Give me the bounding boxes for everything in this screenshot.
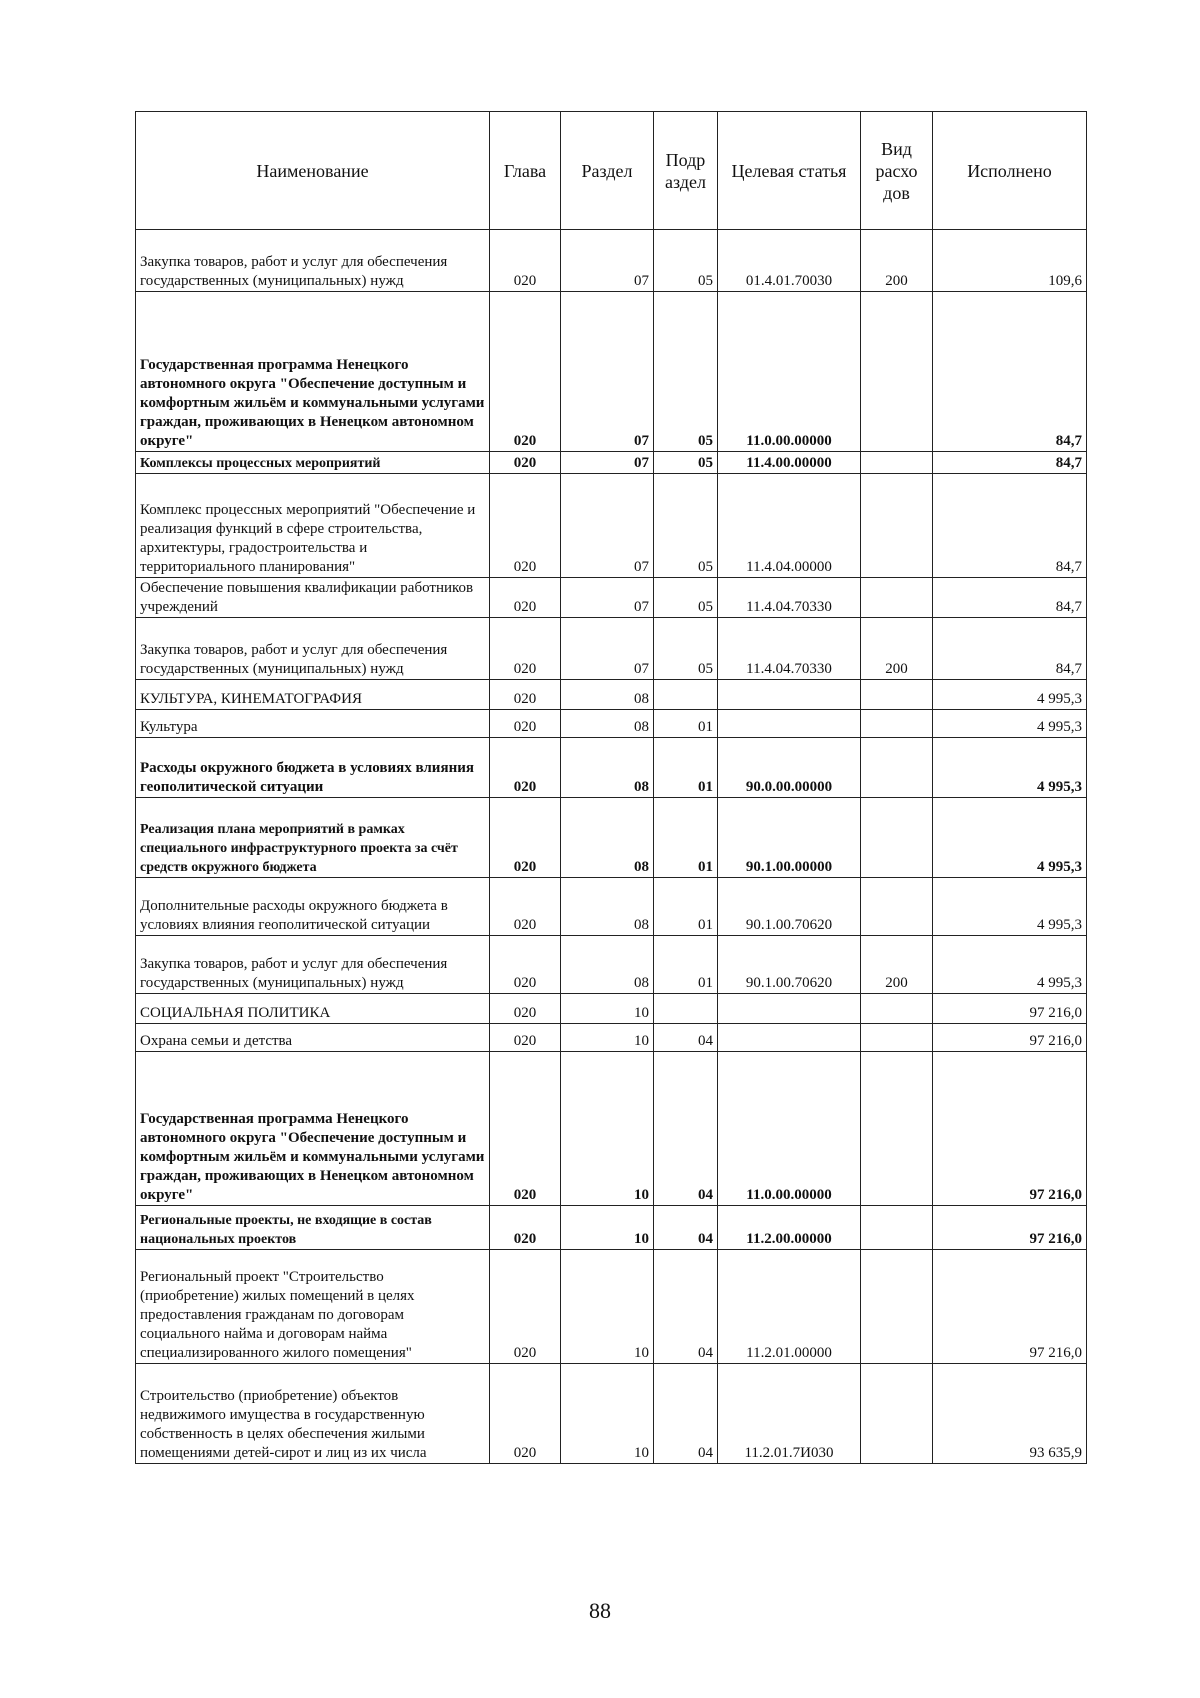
cell-name: Комплекс процессных мероприятий "Обеспечение и реализация функций в сфере строительства, архитектуры, градостроительства и территориального планирования" <box>136 474 490 578</box>
header-expense-type: Вид расхо дов <box>861 112 933 230</box>
cell-name: Дополнительные расходы окружного бюджета в условиях влияния геополитической ситуации <box>136 878 490 936</box>
cell-subsection: 05 <box>654 474 718 578</box>
cell-expense-type <box>861 680 933 710</box>
cell-chapter: 020 <box>490 1052 561 1206</box>
cell-section: 07 <box>561 474 654 578</box>
cell-expense-type <box>861 1364 933 1464</box>
cell-chapter: 020 <box>490 452 561 474</box>
header-name: Наименование <box>136 112 490 230</box>
cell-section: 08 <box>561 710 654 738</box>
cell-expense-type: 200 <box>861 230 933 292</box>
table-row <box>136 452 1087 474</box>
page-number: 88 <box>589 1598 611 1623</box>
cell-name: Закупка товаров, работ и услуг для обеспечения государственных (муниципальных) нужд <box>136 618 490 680</box>
cell-name: КУЛЬТУРА, КИНЕМАТОГРАФИЯ <box>136 680 490 710</box>
cell-target-article: 90.0.00.00000 <box>718 738 861 798</box>
table-row <box>136 680 1087 710</box>
cell-expense-type: 200 <box>861 936 933 994</box>
cell-chapter: 020 <box>490 1250 561 1364</box>
cell-target-article: 11.2.01.7И030 <box>718 1364 861 1464</box>
header-section: Раздел <box>561 112 654 230</box>
cell-executed: 109,6 <box>933 230 1087 292</box>
cell-executed: 97 216,0 <box>933 1250 1087 1364</box>
cell-section: 10 <box>561 1052 654 1206</box>
cell-name: Закупка товаров, работ и услуг для обеспечения государственных (муниципальных) нужд <box>136 936 490 994</box>
cell-subsection: 05 <box>654 230 718 292</box>
header-target-article: Целевая статья <box>718 112 861 230</box>
cell-expense-type <box>861 452 933 474</box>
cell-section: 07 <box>561 618 654 680</box>
cell-executed: 97 216,0 <box>933 1052 1087 1206</box>
header-subsection: Подр аздел <box>654 112 718 230</box>
cell-executed: 93 635,9 <box>933 1364 1087 1464</box>
cell-expense-type <box>861 1206 933 1250</box>
cell-executed: 97 216,0 <box>933 1024 1087 1052</box>
cell-target-article: 11.2.00.00000 <box>718 1206 861 1250</box>
cell-executed: 97 216,0 <box>933 1206 1087 1250</box>
cell-chapter: 020 <box>490 1024 561 1052</box>
cell-subsection: 04 <box>654 1052 718 1206</box>
cell-target-article: 90.1.00.70620 <box>718 878 861 936</box>
cell-target-article: 11.0.00.00000 <box>718 292 861 452</box>
cell-target-article <box>718 1024 861 1052</box>
cell-name: Государственная программа Ненецкого автономного округа "Обеспечение доступным и комфортным жильём и коммунальными услугами граждан, проживающих в Ненецком автономном округе" <box>136 1052 490 1206</box>
cell-target-article <box>718 710 861 738</box>
cell-target-article: 11.0.00.00000 <box>718 1052 861 1206</box>
table-row <box>136 994 1087 1024</box>
cell-section: 08 <box>561 878 654 936</box>
cell-subsection: 05 <box>654 452 718 474</box>
cell-name: Комплексы процессных мероприятий <box>136 452 490 474</box>
cell-subsection: 01 <box>654 710 718 738</box>
cell-name: Региональные проекты, не входящие в состав национальных проектов <box>136 1206 490 1250</box>
cell-executed: 4 995,3 <box>933 680 1087 710</box>
cell-subsection: 01 <box>654 878 718 936</box>
cell-executed: 84,7 <box>933 474 1087 578</box>
cell-expense-type <box>861 1250 933 1364</box>
table-row <box>136 878 1087 936</box>
cell-executed: 84,7 <box>933 618 1087 680</box>
cell-executed: 4 995,3 <box>933 738 1087 798</box>
cell-chapter: 020 <box>490 738 561 798</box>
cell-name: СОЦИАЛЬНАЯ ПОЛИТИКА <box>136 994 490 1024</box>
cell-target-article: 01.4.01.70030 <box>718 230 861 292</box>
cell-target-article: 90.1.00.00000 <box>718 798 861 878</box>
cell-name: Расходы окружного бюджета в условиях влияния геополитической ситуации <box>136 738 490 798</box>
cell-section: 10 <box>561 994 654 1024</box>
cell-chapter: 020 <box>490 994 561 1024</box>
cell-target-article: 11.4.00.00000 <box>718 452 861 474</box>
cell-expense-type <box>861 474 933 578</box>
cell-section: 07 <box>561 230 654 292</box>
cell-subsection: 05 <box>654 618 718 680</box>
cell-target-article: 11.2.01.00000 <box>718 1250 861 1364</box>
cell-name: Государственная программа Ненецкого автономного округа "Обеспечение доступным и комфортным жильём и коммунальными услугами граждан, проживающих в Ненецком автономном округе" <box>136 292 490 452</box>
cell-target-article <box>718 994 861 1024</box>
cell-chapter: 020 <box>490 710 561 738</box>
cell-chapter: 020 <box>490 292 561 452</box>
cell-subsection: 04 <box>654 1024 718 1052</box>
cell-target-article: 11.4.04.00000 <box>718 474 861 578</box>
cell-expense-type <box>861 738 933 798</box>
table-row <box>136 618 1087 680</box>
cell-target-article: 11.4.04.70330 <box>718 618 861 680</box>
cell-executed: 4 995,3 <box>933 878 1087 936</box>
table-row <box>136 798 1087 878</box>
cell-section: 07 <box>561 578 654 618</box>
cell-section: 10 <box>561 1024 654 1052</box>
cell-expense-type <box>861 798 933 878</box>
cell-target-article: 11.4.04.70330 <box>718 578 861 618</box>
cell-name: Обеспечение повышения квалификации работников учреждений <box>136 578 490 618</box>
table-row <box>136 1052 1087 1206</box>
header-executed: Исполнено <box>933 112 1087 230</box>
cell-subsection: 01 <box>654 738 718 798</box>
cell-subsection: 05 <box>654 578 718 618</box>
cell-subsection: 04 <box>654 1206 718 1250</box>
cell-chapter: 020 <box>490 798 561 878</box>
cell-chapter: 020 <box>490 474 561 578</box>
cell-name: Культура <box>136 710 490 738</box>
cell-subsection <box>654 994 718 1024</box>
cell-executed: 4 995,3 <box>933 798 1087 878</box>
cell-target-article <box>718 680 861 710</box>
cell-chapter: 020 <box>490 680 561 710</box>
table-row <box>136 738 1087 798</box>
cell-subsection: 05 <box>654 292 718 452</box>
cell-chapter: 020 <box>490 1206 561 1250</box>
cell-expense-type <box>861 710 933 738</box>
cell-expense-type <box>861 878 933 936</box>
cell-executed: 84,7 <box>933 292 1087 452</box>
cell-target-article: 90.1.00.70620 <box>718 936 861 994</box>
cell-expense-type: 200 <box>861 618 933 680</box>
table-row <box>136 1024 1087 1052</box>
cell-expense-type <box>861 1024 933 1052</box>
cell-chapter: 020 <box>490 230 561 292</box>
cell-chapter: 020 <box>490 878 561 936</box>
header-chapter: Глава <box>490 112 561 230</box>
table-row <box>136 936 1087 994</box>
table-header-row <box>136 112 1087 230</box>
table-row <box>136 292 1087 452</box>
table-row <box>136 710 1087 738</box>
cell-subsection: 04 <box>654 1250 718 1364</box>
table-row <box>136 1364 1087 1464</box>
cell-subsection <box>654 680 718 710</box>
table-row <box>136 474 1087 578</box>
cell-expense-type <box>861 1052 933 1206</box>
cell-executed: 4 995,3 <box>933 710 1087 738</box>
cell-section: 08 <box>561 738 654 798</box>
cell-name: Охрана семьи и детства <box>136 1024 490 1052</box>
table-row <box>136 578 1087 618</box>
cell-chapter: 020 <box>490 936 561 994</box>
cell-executed: 4 995,3 <box>933 936 1087 994</box>
cell-name: Региональный проект "Строительство (приобретение) жилых помещений в целях предоставления гражданам по договорам социального найма и договорам найма специализированного жилого помещения" <box>136 1250 490 1364</box>
cell-section: 07 <box>561 292 654 452</box>
cell-section: 08 <box>561 798 654 878</box>
table-row <box>136 1250 1087 1364</box>
cell-expense-type <box>861 292 933 452</box>
cell-name: Строительство (приобретение) объектов недвижимого имущества в государственную собственность в целях обеспечения жилыми помещениями детей-сирот и лиц из их числа <box>136 1364 490 1464</box>
table-row <box>136 1206 1087 1250</box>
cell-section: 07 <box>561 452 654 474</box>
budget-table <box>135 111 1087 1464</box>
cell-section: 08 <box>561 680 654 710</box>
cell-chapter: 020 <box>490 578 561 618</box>
cell-expense-type <box>861 578 933 618</box>
cell-name: Реализация плана мероприятий в рамках специального инфраструктурного проекта за счёт средств окружного бюджета <box>136 798 490 878</box>
cell-section: 10 <box>561 1206 654 1250</box>
cell-executed: 84,7 <box>933 578 1087 618</box>
cell-chapter: 020 <box>490 1364 561 1464</box>
cell-executed: 84,7 <box>933 452 1087 474</box>
table-row <box>136 230 1087 292</box>
cell-section: 08 <box>561 936 654 994</box>
cell-executed: 97 216,0 <box>933 994 1087 1024</box>
cell-subsection: 04 <box>654 1364 718 1464</box>
cell-subsection: 01 <box>654 936 718 994</box>
cell-section: 10 <box>561 1364 654 1464</box>
cell-name: Закупка товаров, работ и услуг для обеспечения государственных (муниципальных) нужд <box>136 230 490 292</box>
cell-expense-type <box>861 994 933 1024</box>
cell-section: 10 <box>561 1250 654 1364</box>
cell-subsection: 01 <box>654 798 718 878</box>
cell-chapter: 020 <box>490 618 561 680</box>
